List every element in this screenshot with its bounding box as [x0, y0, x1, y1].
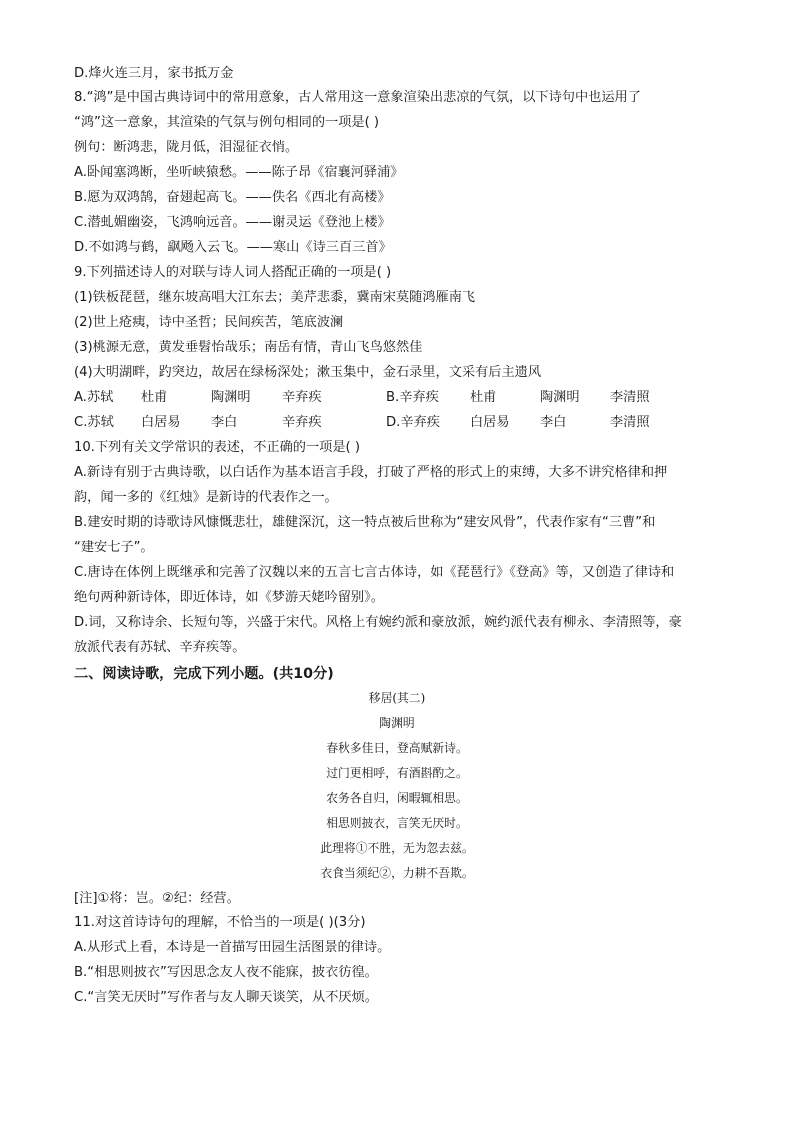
q9-option-c-poet-4: 辛弃疾 [282, 415, 322, 430]
q9-option-a-poet-3: 陶渊明 [211, 390, 251, 405]
q9-option-d-poet-3: 李白 [540, 415, 567, 430]
q11-stem: 11.对这首诗诗句的理解，不恰当的一项是( )(3分) [74, 915, 366, 930]
q9-option-a-poet-4: 辛弃疾 [282, 390, 322, 405]
q9-stem: 9.下列描述诗人的对联与诗人词人搭配正确的一项是( ) [74, 265, 392, 280]
section-2-heading: 二、阅读诗歌，完成下列小题。(共10分) [74, 666, 334, 682]
q8-option-d: D.不如鸿与鹤，飖飏入云飞。——寒山《诗三百三首》 [74, 240, 392, 255]
q9-option-b-poet-4: 李清照 [610, 390, 650, 405]
poem-author: 陶渊明 [379, 716, 415, 730]
q8-stem-line-1: 8.“鸿”是中国古典诗词中的常用意象，古人常用这一意象渲染出悲凉的气氛，以下诗句中也运用了 [74, 90, 641, 105]
q9-option-a-poet-2: 杜甫 [141, 390, 168, 405]
q8-option-c: C.潜虬媚幽姿，飞鸿响远音。——谢灵运《登池上楼》 [74, 215, 391, 230]
q8-stem-line-2: “鸿”这一意象，其渲染的气氛与例句相同的一项是( ) [74, 115, 380, 130]
q11-option-a: A.从形式上看，本诗是一首描写田园生活图景的律诗。 [74, 940, 391, 955]
q9-option-b-poet-1: B.辛弃疾 [386, 390, 439, 405]
q11-option-b: B.“相思则披衣”写因思念友人夜不能寐，披衣彷徨。 [74, 965, 378, 980]
q9-item-3: (3)桃源无意，黄发垂髫怡哉乐；南岳有情，青山飞鸟悠然佳 [74, 340, 423, 355]
q9-option-d-poet-4: 李清照 [610, 415, 650, 430]
poem-line-4: 相思则披衣，言笑无厌时。 [326, 816, 468, 830]
q9-option-d-poet-2: 白居易 [470, 415, 510, 430]
q9-option-b-poet-2: 杜甫 [470, 390, 497, 405]
q10-line-3: B.建安时期的诗歌诗风慷慨悲壮，雄健深沉，这一特点被后世称为“建安风骨”，代表作家有“三曹”和 [74, 515, 656, 530]
q9-item-1: (1)铁板琵琶，继东坡高唱大江东去；美芹悲黍，冀南宋莫随鸿雁南飞 [74, 290, 476, 305]
q10-line-6: 绝句两种新诗体，即近体诗，如《梦游天姥吟留别》。 [74, 590, 384, 605]
q10-line-8: 放派代表有苏轼、辛弃疾等。 [74, 640, 246, 655]
q11-option-c: C.“言笑无厌时”写作者与友人聊天谈笑，从不厌烦。 [74, 990, 378, 1005]
q9-option-b-poet-3: 陶渊明 [540, 390, 580, 405]
poem-note: [注]①将：岂。②纪：经营。 [74, 891, 240, 906]
q10-stem: 10.下列有关文学常识的表述，不正确的一项是( ) [74, 440, 361, 455]
poem-title: 移居(其二) [368, 691, 426, 705]
q10-line-4: “建安七子”。 [74, 540, 154, 555]
q10-line-2: 韵，闻一多的《红烛》是新诗的代表作之一。 [74, 490, 338, 505]
q9-item-2: (2)世上疮痍，诗中圣哲；民间疾苦，笔底波澜 [74, 315, 344, 330]
q10-line-1: A.新诗有别于古典诗歌，以白话作为基本语言手段，打破了严格的形式上的束缚，大多不讲究格律和押 [74, 465, 668, 480]
q8-option-b: B.愿为双鸿鹄，奋翅起高飞。——佚名《西北有高楼》 [74, 190, 391, 205]
q9-option-c-poet-3: 李白 [211, 415, 238, 430]
q7-option-d: D.烽火连三月，家书抵万金 [74, 66, 234, 81]
poem-line-6: 衣食当须纪②，力耕不吾欺。 [320, 866, 474, 880]
q9-option-c-poet-2: 白居易 [141, 415, 181, 430]
poem-line-2: 过门更相呼，有酒斟酌之。 [326, 766, 468, 780]
q9-option-c-poet-1: C.苏轼 [74, 415, 114, 430]
q9-option-a-poet-1: A.苏轼 [74, 390, 114, 405]
poem-line-3: 农务各自归，闲暇辄相思。 [326, 791, 468, 805]
q8-option-a: A.卧闻塞鸿断，坐听峡猿愁。——陈子昂《宿襄河驿浦》 [74, 165, 404, 180]
q10-line-5: C.唐诗在体例上既继承和完善了汉魏以来的五言七言古体诗，如《琵琶行》《登高》等，又创造了律诗和 [74, 565, 675, 580]
q8-example: 例句：断鸿悲，陇月低，泪湿征衣悄。 [74, 140, 299, 155]
q9-option-d-poet-1: D.辛弃疾 [386, 415, 440, 430]
q10-line-7: D.词，又称诗余、长短句等，兴盛于宋代。风格上有婉约派和豪放派，婉约派代表有柳永、李清照等，豪 [74, 615, 682, 630]
poem-line-5: 此理将①不胜，无为忽去兹。 [320, 841, 474, 855]
q9-item-4: (4)大明湖畔，趵突边，故居在绿杨深处；漱玉集中，金石录里，文采有后主遗风 [74, 365, 542, 380]
poem-line-1: 春秋多佳日，登高赋新诗。 [326, 741, 468, 755]
